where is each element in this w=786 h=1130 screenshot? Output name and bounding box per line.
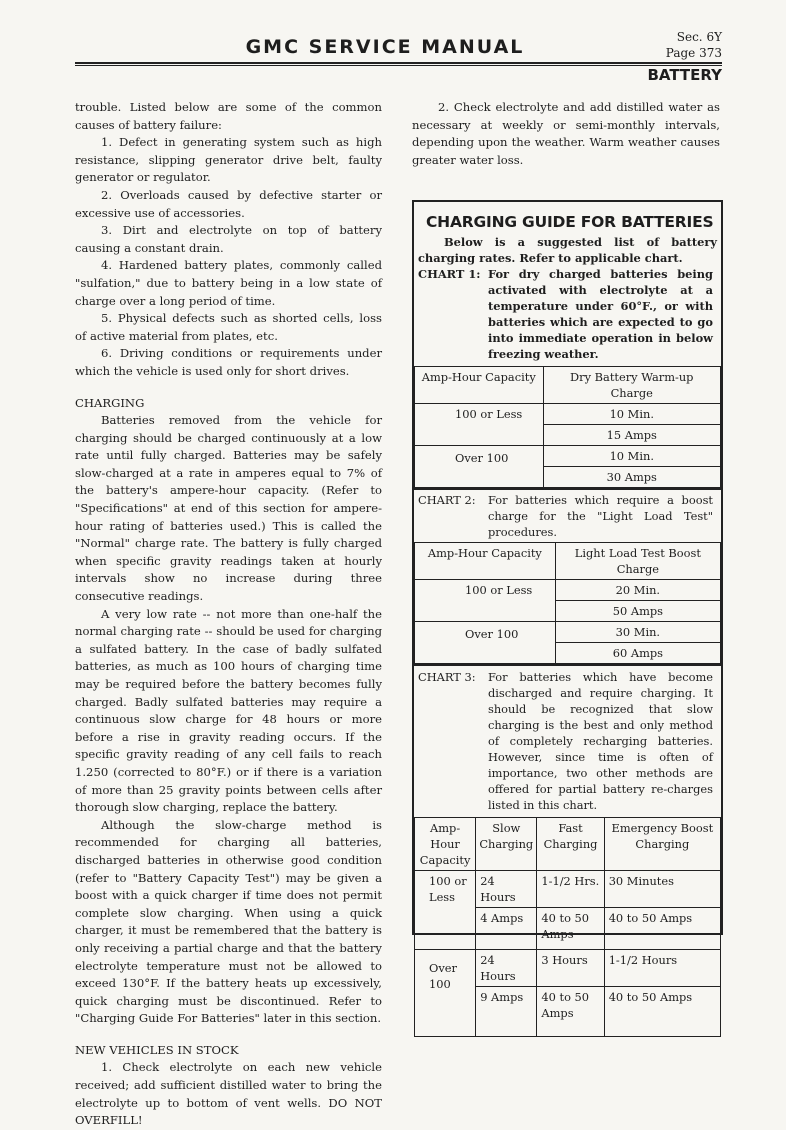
chart3-boost-amps: 40 to 50 Amps (604, 908, 720, 950)
chart1-time: 10 Min. (543, 446, 720, 467)
page-number: Page 373 (665, 46, 722, 60)
guide-title: CHARGING GUIDE FOR BATTERIES (426, 213, 714, 231)
stock-paragraph: 1. Check electrolyte on each new vehicle received; add sufficient distilled water to bring the electrolyte up to bottom of vent wells. DO NOT OVERFILL! (75, 1060, 382, 1128)
cause-item: 5. Physical defects such as shorted cells, loss of active material from plates, etc. (75, 311, 382, 343)
chart1-text: For dry charged batteries being activated with electrolyte at a temperature under 60°F., or with batteries which are expected to go into immediate operation in below freezing weather. (488, 267, 713, 361)
chart2-capacity: 100 or Less (415, 580, 556, 622)
chart3-boost-time: 1-1/2 Hours (604, 950, 720, 987)
charging-heading: CHARGING (75, 395, 145, 410)
chart1-capacity: Over 100 (415, 446, 544, 488)
manual-title: GMC SERVICE MANUAL (245, 36, 525, 58)
chart1-description (414, 266, 721, 362)
cause-item: 2. Overloads caused by defective starter or excessive use of accessories. (75, 187, 382, 220)
chart2-time: 30 Min. (555, 622, 720, 643)
chart3-slow-amps: 4 Amps (476, 908, 537, 950)
cause-item: 3. Dirt and electrolyte on top of battery causing a constant drain. (75, 223, 382, 255)
chart3-boost-time: 30 Minutes (604, 871, 720, 908)
chart3-fast-amps: 40 to 50 Amps (537, 987, 604, 1037)
section-page-info (666, 29, 722, 61)
guide-intro: Below is a suggested list of battery charging rates. Refer to applicable chart. (418, 235, 717, 265)
charging-paragraph: A very low rate -- not more than one-half the normal charging rate -- should be used for charging a sulfated battery. In the case of badly sulfated batteries, as much as 100 hours of charging time may be required before the battery becomes fully charged. Badly sulfated batteries may require a continuous slow charge for 48 hours or more before a rise in gravity reading occurs. If the specific gravity reading of any cell fails to reach 1.250 (corrected to 80°F.) or if there is a variation of more than 25 gravity points between cells after thorough slow charging, replace the battery. (75, 606, 382, 815)
chart1-time: 10 Min. (543, 404, 720, 425)
chart3-header-capacity: Amp-Hour Capacity (415, 818, 476, 871)
chart3-boost-amps: 40 to 50 Amps (604, 987, 720, 1037)
stock-paragraph-2: 2. Check electrolyte and add distilled water as necessary at weekly or semi-monthly intervals, depending upon the weather. Warm weather causes greater water loss. (412, 100, 720, 167)
charging-paragraph: Batteries removed from the vehicle for charging should be charged continuously at a low rate until fully charged. Batteries may be safely slow-charged at a rate in amperes equal to 7% of the battery's ampere-hour capacity. (Refer to "Specifications" at end of this section for ampere-hour rating of batteries used.) This is called the "Normal" charge rate. The battery is fully charged when specific gravity readings taken at hourly intervals show no increase during three consecutive readings. (75, 413, 382, 604)
cause-item: 4. Hardened battery plates, commonly called "sulfation," due to battery being in a low state of charge over a long period of time. (75, 258, 382, 308)
section-name: BATTERY (647, 66, 722, 84)
chart3-table (414, 817, 721, 1037)
chart3-slow-time: 24 Hours (476, 950, 537, 987)
chart3-fast-amps: 40 to 50 Amps (537, 908, 604, 950)
charging-paragraph: Although the slow-charge method is recommended for charging all batteries, discharged batteries in otherwise good condition (refer to "Battery Capacity Test") may be given a boost with a quick charger if time does not permit complete slow charging. When using a quick charger, it must be remembered that the battery is only receiving a partial charge and that the battery electrolyte temperature must not be allowed to exceed 130°F. If the battery heats up excessively, quick charging must be discontinued. Refer to "Charging Guide For Batteries" later in this section. (75, 817, 382, 1026)
chart1-table (414, 366, 721, 488)
chart3-label: CHART 3: (418, 670, 476, 684)
chart2-amps: 50 Amps (555, 601, 720, 622)
cause-item: 6. Driving conditions or requirements under which the vehicle is used only for short drives. (75, 346, 382, 378)
chart1-capacity: 100 or Less (415, 404, 544, 446)
chart2-description (414, 488, 721, 540)
chart3-fast-time: 3 Hours (537, 950, 604, 987)
chart3-slow-time: 24 Hours (476, 871, 537, 908)
chart3-description (414, 664, 721, 813)
chart1-amps: 15 Amps (543, 425, 720, 446)
chart2-header-capacity: Amp-Hour Capacity (415, 543, 556, 580)
charging-guide-box (412, 200, 723, 1020)
chart1-header-charge: Dry Battery Warm-up Charge (543, 367, 720, 404)
cause-item: 1. Defect in generating system such as high resistance, slipping generator drive belt, faulty generator or regulator. (75, 135, 382, 185)
chart2-text: For batteries which require a boost charge for the "Light Load Test" procedures. (488, 493, 713, 539)
chart2-capacity: Over 100 (415, 622, 556, 664)
intro-text: trouble. Listed below are some of the common causes of battery failure: (75, 100, 382, 132)
chart3-header-slow: Slow Charging (476, 818, 537, 871)
header-rule (75, 62, 722, 66)
chart2-table (414, 542, 721, 664)
chart3-header-boost: Emergency Boost Charging (604, 818, 720, 871)
chart2-time: 20 Min. (555, 580, 720, 601)
chart1-header-capacity: Amp-Hour Capacity (415, 367, 544, 404)
left-column (75, 99, 382, 1130)
chart1-label: CHART 1: (418, 267, 481, 281)
chart3-fast-time: 1-1/2 Hrs. (537, 871, 604, 908)
section-number: Sec. 6Y (676, 30, 722, 44)
chart1-amps: 30 Amps (543, 467, 720, 488)
chart3-slow-amps: 9 Amps (476, 987, 537, 1037)
chart3-header-fast: Fast Charging (537, 818, 604, 871)
chart3-capacity: Over 100 (415, 950, 476, 1037)
chart3-capacity: 100 or Less (415, 871, 476, 950)
chart2-header-charge: Light Load Test Boost Charge (555, 543, 720, 580)
stock-heading: NEW VEHICLES IN STOCK (75, 1042, 239, 1057)
right-column-text (412, 99, 720, 169)
chart2-amps: 60 Amps (555, 643, 720, 664)
chart2-label: CHART 2: (418, 493, 476, 507)
chart3-text: For batteries which have become discharged and require charging. It should be recognized that slow charging is the best and only method of completely recharging batteries. However, since time is often of importance, two other methods are offered for partial battery re-charges listed in this chart. (488, 670, 713, 812)
